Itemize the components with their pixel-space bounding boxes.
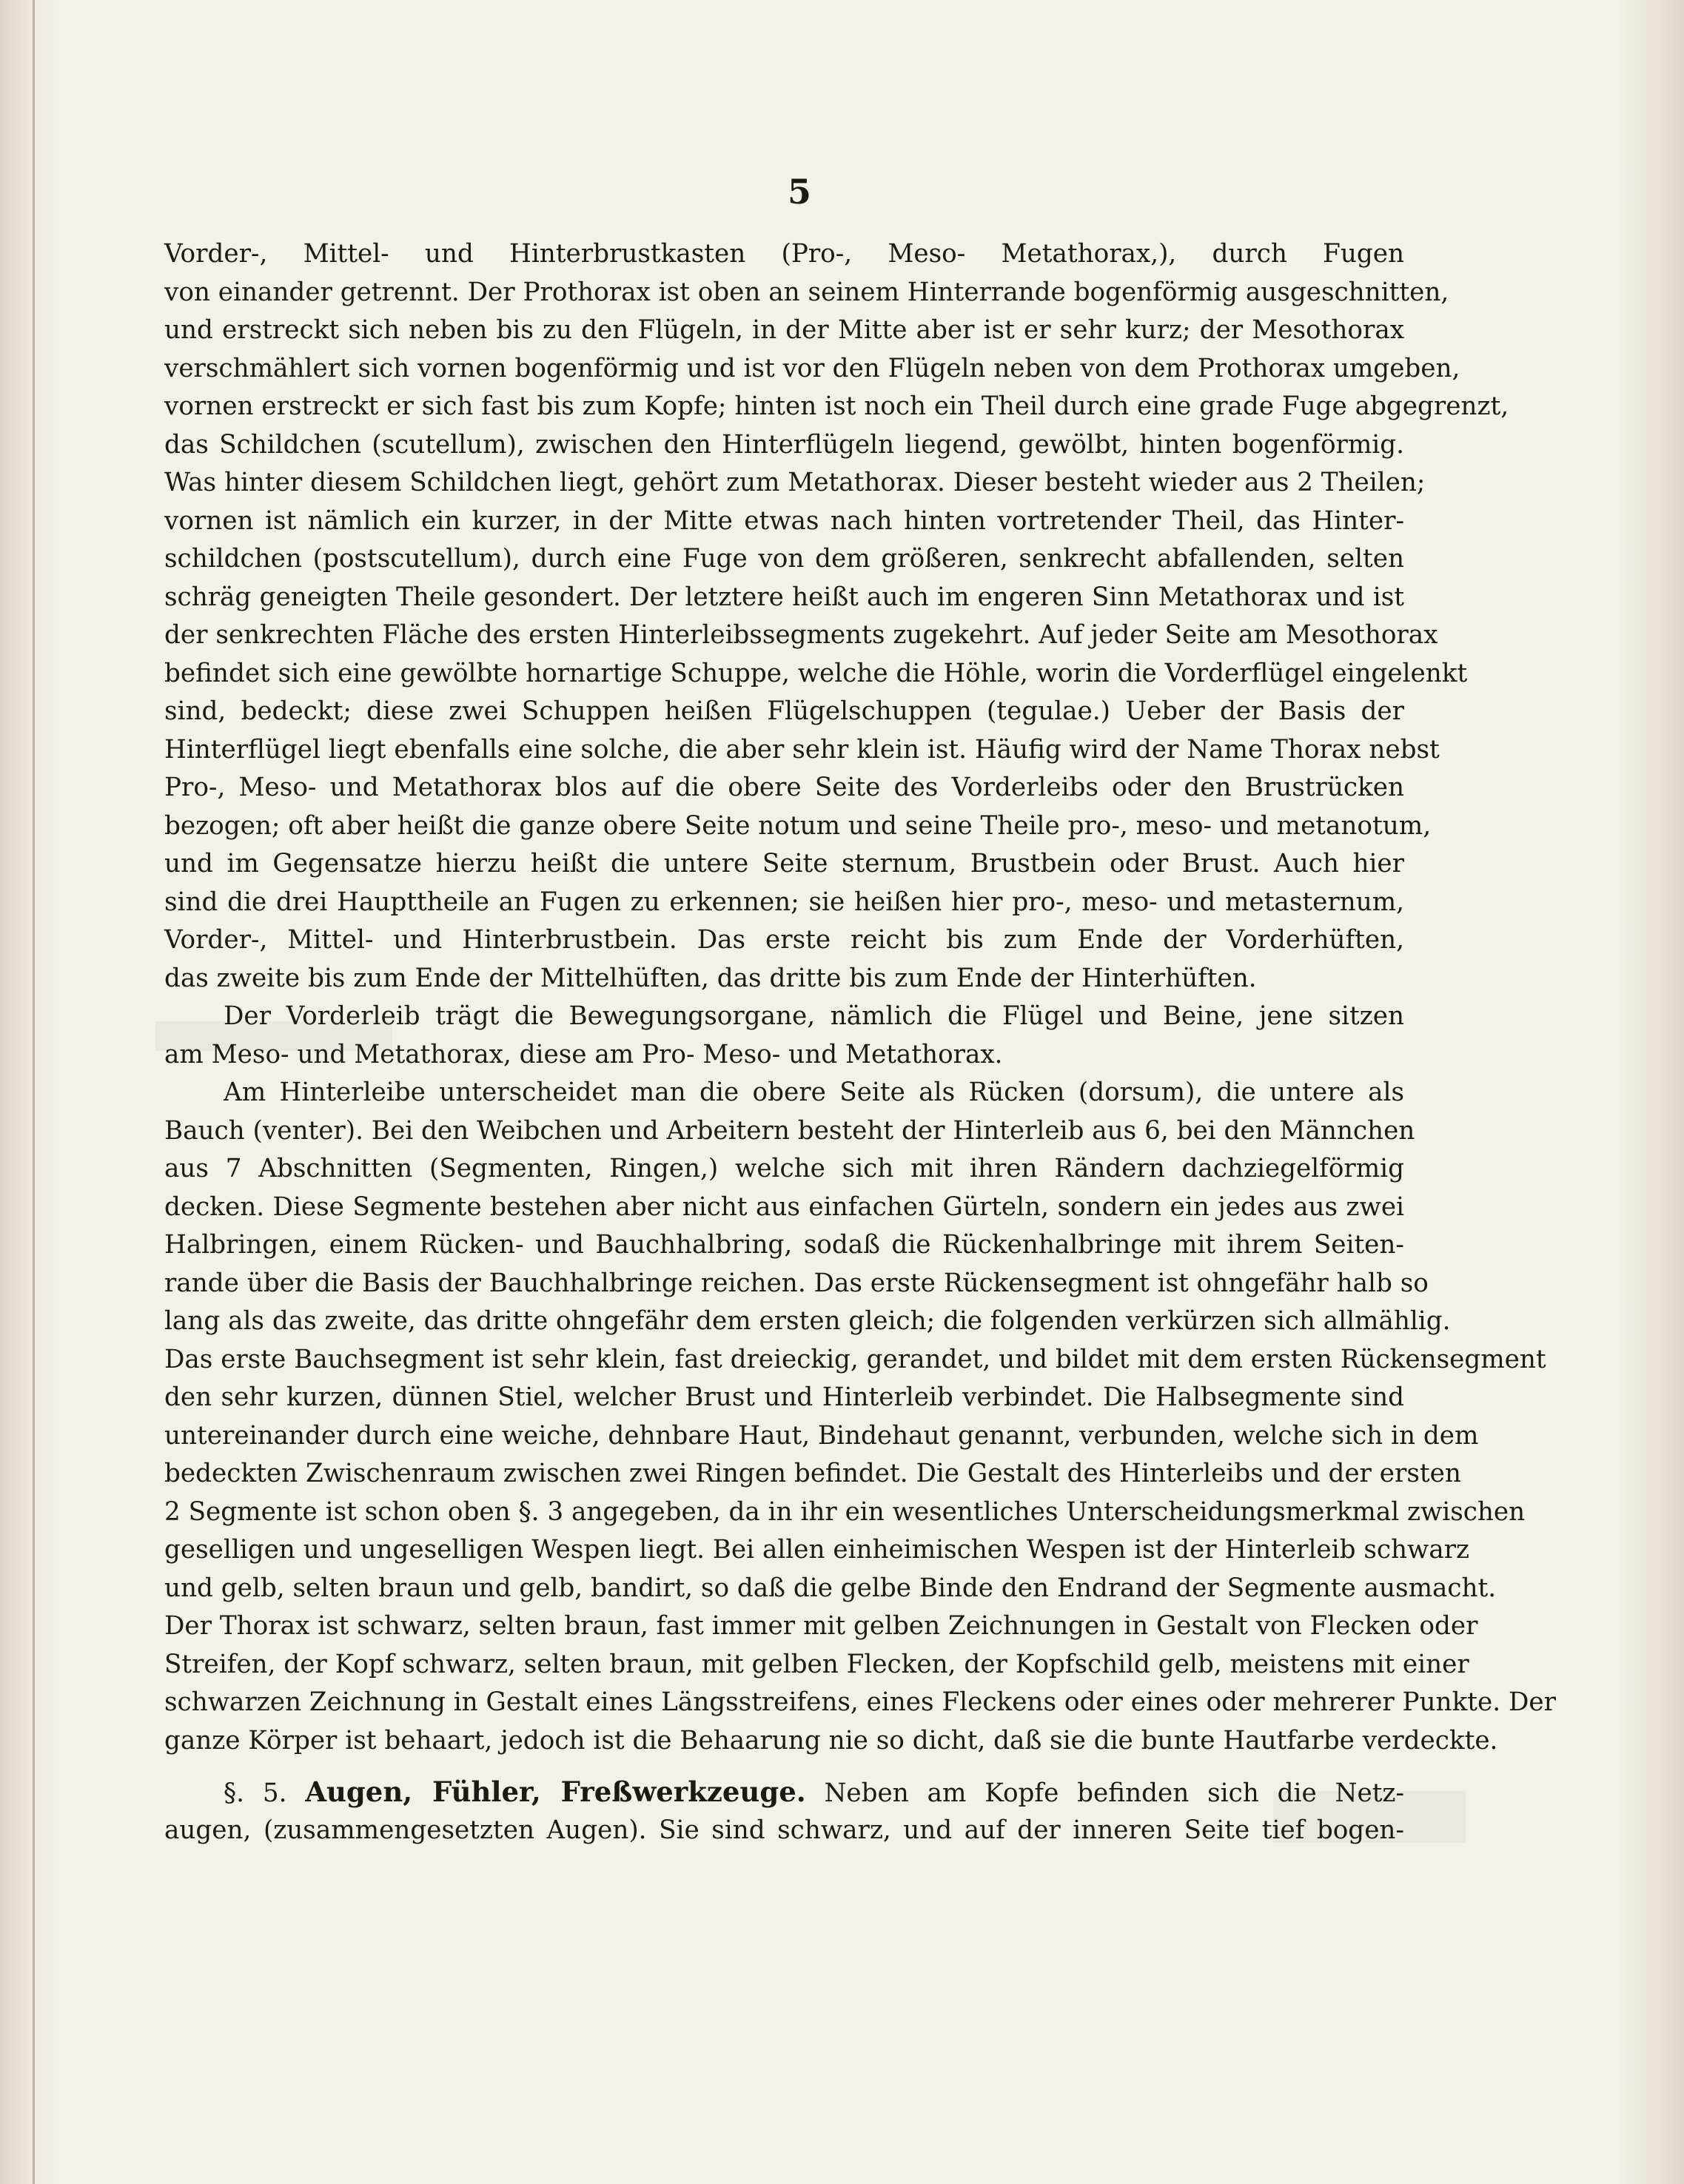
text-line: Halbringen, einem Rücken- und Bauchhalbring, sodaß die Rückenhalbringe mit ihrem Seiten- [164, 1230, 1404, 1260]
body-text [164, 235, 1556, 1849]
text-line: Das erste Bauchsegment ist sehr klein, fast dreieckig, gerandet, und bildet mit dem ersten Rückensegment [164, 1344, 1546, 1374]
text-line: schildchen (postscutellum), durch eine Fuge von dem größeren, senkrecht abfallenden, selten [164, 544, 1404, 574]
text-line: bedeckten Zwischenraum zwischen zwei Ringen befindet. Die Gestalt des Hinterleibs und der ersten [164, 1459, 1461, 1488]
text-line: das zweite bis zum Ende der Mittelhüften, das dritte bis zum Ende der Hinterhüften. [164, 963, 1257, 993]
text-line: Vorder-, Mittel- und Hinterbrustbein. Das erste reicht bis zum Ende der Vorderhüften, [164, 925, 1404, 955]
text-line: am Meso- und Metathorax, diese am Pro- Meso- und Metathorax. [164, 1039, 1003, 1069]
section-first-line: Neben am Kopfe befinden sich die Netz- [824, 1778, 1404, 1808]
text-line: geselligen und ungeselligen Wespen liegt. Bei allen einheimischen Wespen ist der Hinterleib schwarz [164, 1535, 1470, 1565]
text-line: und gelb, selten braun und gelb, bandirt, so daß die gelbe Binde den Endrand der Segmente ausmacht. [164, 1573, 1497, 1603]
text-line: Hinterflügel liegt ebenfalls eine solche, die aber sehr klein ist. Häufig wird der Name Thorax nebst [164, 734, 1440, 765]
text-line: Was hinter diesem Schildchen liegt, gehört zum Metathorax. Dieser besteht wieder aus 2 Theilen; [164, 468, 1426, 497]
text-line: ganze Körper ist behaart, jedoch ist die Behaarung nie so dicht, daß sie die bunte Hautfarbe verdeckte. [164, 1725, 1498, 1755]
text-line: befindet sich eine gewölbte hornartige Schuppe, welche die Höhle, worin die Vorderflügel eingelenkt [164, 658, 1468, 688]
text-line: vornen erstreckt er sich fast bis zum Kopfe; hinten ist noch ein Theil durch eine grade Fuge abgegrenzt, [164, 392, 1509, 421]
text-line: und im Gegensatze hierzu heißt die untere Seite sternum, Brustbein oder Brust. Auch hier [164, 849, 1404, 878]
page-number: 5 [787, 172, 811, 212]
text-line: vornen ist nämlich ein kurzer, in der Mitte etwas nach hinten vortretender Theil, das Hinter- [164, 505, 1404, 536]
text-line: lang als das zweite, das dritte ohngefähr dem ersten gleich; die folgenden verkürzen sich allmählig. [164, 1306, 1451, 1336]
text-line: aus 7 Abschnitten (Segmenten, Ringen,) welche sich mit ihren Rändern dachziegelförmig [164, 1154, 1404, 1183]
page-gutter [33, 0, 35, 2184]
text-line: der senkrechten Fläche des ersten Hinterleibssegments zugekehrt. Auf jeder Seite am Mesothorax [164, 620, 1438, 650]
text-line: Am Hinterleibe unterscheidet man die obere Seite als Rücken (dorsum), die untere als [224, 1078, 1404, 1107]
section-number: §. 5. [224, 1778, 287, 1808]
text-line: und erstreckt sich neben bis zu den Flügeln, in der Mitte aber ist er sehr kurz; der Mesothorax [164, 315, 1404, 345]
section-heading-line [164, 1773, 1404, 1812]
text-line: verschmählert sich vornen bogenförmig und ist vor den Flügeln neben von dem Prothorax umgeben, [164, 353, 1460, 383]
text-line: den sehr kurzen, dünnen Stiel, welcher Brust und Hinterleib verbindet. Die Halbsegmente sind [164, 1382, 1404, 1412]
text-line: Der Thorax ist schwarz, selten braun, fast immer mit gelben Zeichnungen in Gestalt von Flecken oder [164, 1611, 1478, 1641]
text-line: Bauch (venter). Bei den Weibchen und Arbeitern besteht der Hinterleib aus 6, bei den Männchen [164, 1115, 1415, 1146]
text-line: von einander getrennt. Der Prothorax ist oben an seinem Hinterrande bogenförmig ausgeschnitten, [164, 277, 1449, 307]
text-line: sind, bedeckt; diese zwei Schuppen heißen Flügelschuppen (tegulae.) Ueber der Basis der [164, 696, 1404, 726]
text-line: schwarzen Zeichnung in Gestalt eines Längsstreifens, eines Fleckens oder eines oder mehrerer Punkte. Der [164, 1687, 1556, 1717]
text-line: sind die drei Haupttheile an Fugen zu erkennen; sie heißen hier pro-, meso- und metasternum, [164, 887, 1404, 917]
text-line: Vorder-, Mittel- und Hinterbrustkasten (Pro-, Meso- Metathorax,), durch Fugen [164, 239, 1404, 269]
text-line: rande über die Basis der Bauchhalbringe reichen. Das erste Rückensegment ist ohngefähr halb so [164, 1268, 1429, 1298]
text-line: 2 Segmente ist schon oben §. 3 angegeben, da in ihr ein wesentliches Unterscheidungsmerkmal zwischen [164, 1496, 1526, 1527]
text-line: untereinander durch eine weiche, dehnbare Haut, Bindehaut genannt, verbunden, welche sich in dem [164, 1420, 1479, 1451]
text-line: Streifen, der Kopf schwarz, selten braun, mit gelben Flecken, der Kopfschild gelb, meistens mit einer [164, 1649, 1469, 1679]
text-line: schräg geneigten Theile gesondert. Der letztere heißt auch im engeren Sinn Metathorax und ist [164, 582, 1404, 612]
text-line: augen, (zusammengesetzten Augen). Sie sind schwarz, und auf der inneren Seite tief bogen- [164, 1815, 1404, 1845]
text-line: Der Vorderleib trägt die Bewegungsorgane, nämlich die Flügel und Beine, jene sitzen [224, 1001, 1404, 1031]
text-line: bezogen; oft aber heißt die ganze obere Seite notum und seine Theile pro-, meso- und metanotum, [164, 810, 1432, 841]
text-line: Pro-, Meso- und Metathorax blos auf die obere Seite des Vorderleibs oder den Brustrücken [164, 773, 1404, 802]
text-line: decken. Diese Segmente bestehen aber nicht aus einfachen Gürteln, sondern ein jedes aus zwei [164, 1192, 1404, 1222]
text-line: das Schildchen (scutellum), zwischen den Hinterflügeln liegend, gewölbt, hinten bogenförmig. [164, 429, 1404, 460]
section-title: Augen, Fühler, Freßwerkzeuge. [305, 1775, 806, 1808]
